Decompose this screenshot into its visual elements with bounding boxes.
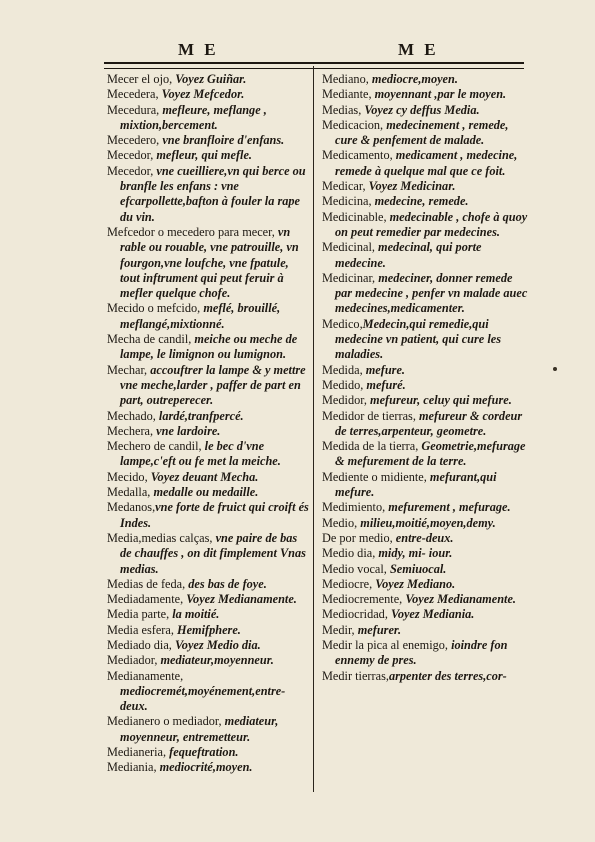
entry-translation: mediocre,moyen.: [371, 72, 458, 86]
dictionary-entry: [107, 87, 309, 102]
entry-headword: Media,medias calças,: [107, 530, 216, 545]
dictionary-entry: [322, 179, 528, 194]
entry-translation: medeciner, donner remede par medecine , penfer vn malade auec medecines,medicamenter.: [335, 270, 528, 316]
entry-translation: midy, mi- iour.: [378, 546, 453, 561]
dictionary-entry: [107, 577, 309, 592]
entry-translation: mefurer.: [357, 622, 402, 637]
right-column: [322, 72, 528, 684]
entry-headword: Medidor de tierras,: [322, 408, 419, 423]
entry-translation: Voyez cy deffus Media.: [364, 102, 480, 117]
entry-headword: Mecedera,: [107, 87, 162, 102]
entry-translation: Hemifphere.: [177, 622, 241, 637]
entry-translation: medalle ou medaille.: [153, 485, 259, 500]
dictionary-entry: [322, 592, 528, 607]
dictionary-entry: [107, 133, 309, 148]
dictionary-entry: [107, 439, 309, 470]
left-column: [107, 72, 309, 776]
entry-headword: Medianamente,: [107, 668, 184, 683]
dictionary-entry: [107, 638, 309, 653]
dictionary-entry: [322, 393, 528, 408]
dictionary-entry: [322, 623, 528, 638]
dictionary-entry: [322, 531, 528, 546]
entry-headword: Mediente o midiente,: [322, 469, 430, 484]
dictionary-entry: [107, 148, 309, 163]
margin-dot: [553, 367, 557, 371]
entry-translation: des bas de foye.: [188, 576, 267, 591]
entry-translation: mefleure, meflange , mixtion,bercement.: [120, 102, 267, 132]
entry-translation: le bec d'vne lampe,c'eft ou fe met la meiche.: [120, 439, 281, 469]
entry-headword: Medida de la tierra,: [322, 439, 422, 454]
entry-headword: Medico,: [322, 316, 363, 331]
dictionary-entry: [322, 87, 528, 102]
entry-headword: Medicinable,: [322, 209, 390, 224]
entry-headword: Medir tierras,: [322, 668, 389, 683]
entry-headword: Medio dia,: [322, 546, 379, 561]
entry-translation: vne cueilliere,vn qui berce ou branfle les enfans : vne efcarpollette,bafton à fouler la rape du vin.: [120, 163, 306, 224]
dictionary-entry: [107, 669, 309, 715]
entry-translation: Medecin,qui remedie,qui medecine vn patient, qui cure les maladies.: [335, 316, 501, 362]
entry-headword: Mediocridad,: [322, 607, 391, 622]
entry-headword: Mecido o mefcido,: [107, 301, 204, 316]
dictionary-entry: [107, 363, 309, 409]
dictionary-entry: [322, 638, 528, 669]
entry-translation: medicament , medecine, remede à quelque mal que ce foit.: [335, 148, 518, 178]
dictionary-entry: [107, 500, 309, 531]
entry-translation: entre-deux.: [395, 530, 454, 545]
dictionary-entry: [322, 577, 528, 592]
dictionary-entry: [322, 516, 528, 531]
entry-headword: Mechero de candil,: [107, 439, 205, 454]
dictionary-entry: [107, 301, 309, 332]
entry-translation: mediocremét,moyénement,entre-deux.: [120, 683, 286, 714]
dictionary-entry: [107, 592, 309, 607]
dictionary-entry: [322, 148, 528, 179]
dictionary-entry: [322, 271, 528, 317]
entry-translation: mefure.: [365, 362, 405, 377]
column-divider: [313, 66, 314, 792]
entry-translation: mefurement , mefurage.: [388, 500, 511, 515]
dictionary-entry: [107, 607, 309, 622]
dictionary-entry: [322, 194, 528, 209]
entry-headword: Medicar,: [322, 179, 369, 194]
header-rule-thin: [104, 68, 524, 69]
header-left: M E: [178, 40, 219, 59]
entry-translation: accouftrer la lampe & y mettre vne meche,larder , paffer de part en part, outreperecer.: [120, 362, 306, 408]
entry-headword: Medicinal,: [322, 240, 379, 255]
entry-headword: Medias,: [322, 102, 365, 117]
entry-translation: mediateur, moyenneur, entremetteur.: [120, 714, 279, 744]
entry-headword: Mecer el ojo,: [107, 72, 176, 86]
entry-headword: Mediania,: [107, 760, 160, 775]
dictionary-entry: [322, 363, 528, 378]
entry-translation: medecinal, qui porte medecine.: [335, 240, 482, 270]
entry-headword: Medimiento,: [322, 500, 389, 515]
entry-translation: Voyez Mediano.: [375, 576, 456, 591]
entry-headword: Mediocremente,: [322, 592, 406, 607]
dictionary-entry: [107, 164, 309, 225]
entry-headword: Mediadamente,: [107, 592, 187, 607]
entry-translation: vne paire de bas de chauffes , on dit fimplement Vnas medias.: [120, 530, 306, 576]
entry-headword: Mechado,: [107, 408, 159, 423]
dictionary-entry: [322, 409, 528, 440]
entry-translation: mefureur & cordeur de terres,arpenteur, geometre.: [335, 408, 523, 438]
entry-translation: meflé, brouillé, meflangé,mixtionné.: [120, 301, 281, 331]
running-header: [0, 40, 595, 64]
dictionary-entry: [107, 424, 309, 439]
entry-translation: Voyez Mediania.: [390, 607, 475, 622]
entry-headword: Medio,: [322, 515, 361, 530]
entry-translation: lardé,tranfpercé.: [158, 408, 244, 423]
dictionary-entry: [107, 332, 309, 363]
entry-headword: Mechera,: [107, 423, 157, 438]
entry-translation: Voyez Mefcedor.: [161, 87, 245, 102]
dictionary-entry: [322, 103, 528, 118]
entry-translation: moyennant ,par le moyen.: [374, 87, 507, 102]
dictionary-entry: [322, 546, 528, 561]
dictionary-entry: [107, 623, 309, 638]
entry-translation: la moitié.: [172, 607, 220, 622]
entry-headword: Medias de feda,: [107, 576, 189, 591]
entry-translation: milieu,moitié,moyen,demy.: [360, 515, 496, 530]
header-rule-thick: [104, 62, 524, 64]
dictionary-entry: [322, 210, 528, 241]
dictionary-entry: [107, 470, 309, 485]
entry-translation: vne branfloire d'enfans.: [162, 133, 285, 148]
dictionary-entry: [322, 669, 528, 684]
entry-translation: ioindre fon ennemy de pres.: [335, 637, 508, 668]
entry-headword: Media parte,: [107, 607, 173, 622]
entry-headword: Medicinar,: [322, 270, 379, 285]
entry-headword: Medicacion,: [322, 117, 387, 132]
dictionary-entry: [107, 745, 309, 760]
entry-translation: fequeftration.: [169, 745, 239, 760]
entry-translation: vne lardoire.: [156, 423, 221, 438]
entry-headword: Medianeria,: [107, 745, 170, 760]
entry-headword: Medicina,: [322, 194, 375, 209]
entry-headword: Mediocre,: [322, 576, 376, 591]
entry-translation: Voyez deuant Mecha.: [150, 469, 259, 484]
entry-headword: Mecedero,: [107, 133, 163, 148]
entry-translation: Voyez Medio dia.: [174, 637, 261, 652]
entry-translation: vne forte de fruict qui croift és Indes.: [120, 500, 309, 530]
dictionary-entry: [322, 607, 528, 622]
entry-headword: Medidor,: [322, 393, 371, 408]
entry-headword: Mediante,: [322, 87, 375, 102]
entry-translation: Voyez Medicinar.: [368, 179, 456, 194]
entry-translation: mediateur,moyenneur.: [160, 653, 274, 668]
entry-headword: De por medio,: [322, 530, 396, 545]
dictionary-entry: [107, 653, 309, 668]
dictionary-entry: [107, 760, 309, 775]
entry-translation: Voyez Medianamente.: [186, 592, 297, 607]
entry-headword: Mecedor,: [107, 163, 157, 178]
entry-translation: mediocrité,moyen.: [159, 760, 253, 775]
entry-headword: Medir la pica al enemigo,: [322, 637, 452, 652]
dictionary-entry: [322, 240, 528, 271]
entry-translation: medecinable , chofe à quoy on peut remedier par medecines.: [335, 209, 528, 239]
entry-translation: arpenter des terres,cor-: [388, 668, 507, 683]
header-right: M E: [398, 40, 439, 59]
entry-translation: vn rable ou rouable, vne patrouille, vn fourgon,vne loufche, vne fpatule, tout inftrument qui peut feruir à mefler quelque chofe.: [120, 224, 299, 301]
dictionary-entry: [107, 485, 309, 500]
entry-headword: Mediano,: [322, 72, 372, 86]
entry-translation: mefleur, qui mefle.: [156, 148, 252, 163]
dictionary-entry: [107, 72, 309, 87]
dictionary-entry: [107, 103, 309, 134]
entry-headword: Medicamento,: [322, 148, 396, 163]
entry-headword: Mefcedor o mecedero para mecer,: [107, 224, 278, 239]
entry-translation: meiche ou meche de lampe, le limignon ou lumignon.: [120, 332, 298, 362]
entry-headword: Medalla,: [107, 485, 154, 500]
dictionary-entry: [107, 409, 309, 424]
entry-translation: medecine, remede.: [374, 194, 469, 209]
entry-headword: Mechar,: [107, 362, 151, 377]
dictionary-entry: [322, 470, 528, 501]
entry-translation: Semiuocal.: [389, 561, 447, 576]
dictionary-entry: [322, 317, 528, 363]
entry-headword: Mediado dia,: [107, 637, 175, 652]
entry-headword: Medida,: [322, 362, 366, 377]
entry-translation: mefureur, celuy qui mefure.: [370, 393, 512, 408]
entry-headword: Medido,: [322, 377, 367, 392]
entry-headword: Mecido,: [107, 469, 151, 484]
entry-headword: Medanos,: [107, 500, 156, 515]
dictionary-entry: [107, 225, 309, 301]
dictionary-entry: [322, 72, 528, 87]
entry-headword: Medianero o mediador,: [107, 714, 225, 729]
entry-translation: Geometrie,mefurage & mefurement de la terre.: [335, 439, 526, 469]
dictionary-entry: [322, 439, 528, 470]
entry-headword: Mediador,: [107, 653, 161, 668]
entry-headword: Mecedor,: [107, 148, 157, 163]
entry-headword: Media esfera,: [107, 622, 177, 637]
entry-headword: Medio vocal,: [322, 561, 390, 576]
dictionary-entry: [322, 562, 528, 577]
entry-translation: Voyez Guiñar.: [175, 72, 247, 86]
entry-headword: Mecedura,: [107, 102, 163, 117]
entry-translation: mefurant,qui mefure.: [335, 469, 497, 500]
dictionary-entry: [322, 378, 528, 393]
entry-translation: Voyez Medianamente.: [405, 592, 516, 607]
dictionary-entry: [107, 714, 309, 745]
dictionary-entry: [322, 500, 528, 515]
entry-headword: Mecha de candil,: [107, 332, 195, 347]
entry-translation: medecinement , remede, cure & penfement de malade.: [335, 117, 509, 148]
entry-translation: mefuré.: [366, 377, 406, 392]
entry-headword: Medir,: [322, 622, 358, 637]
dictionary-entry: [107, 531, 309, 577]
dictionary-entry: [322, 118, 528, 149]
